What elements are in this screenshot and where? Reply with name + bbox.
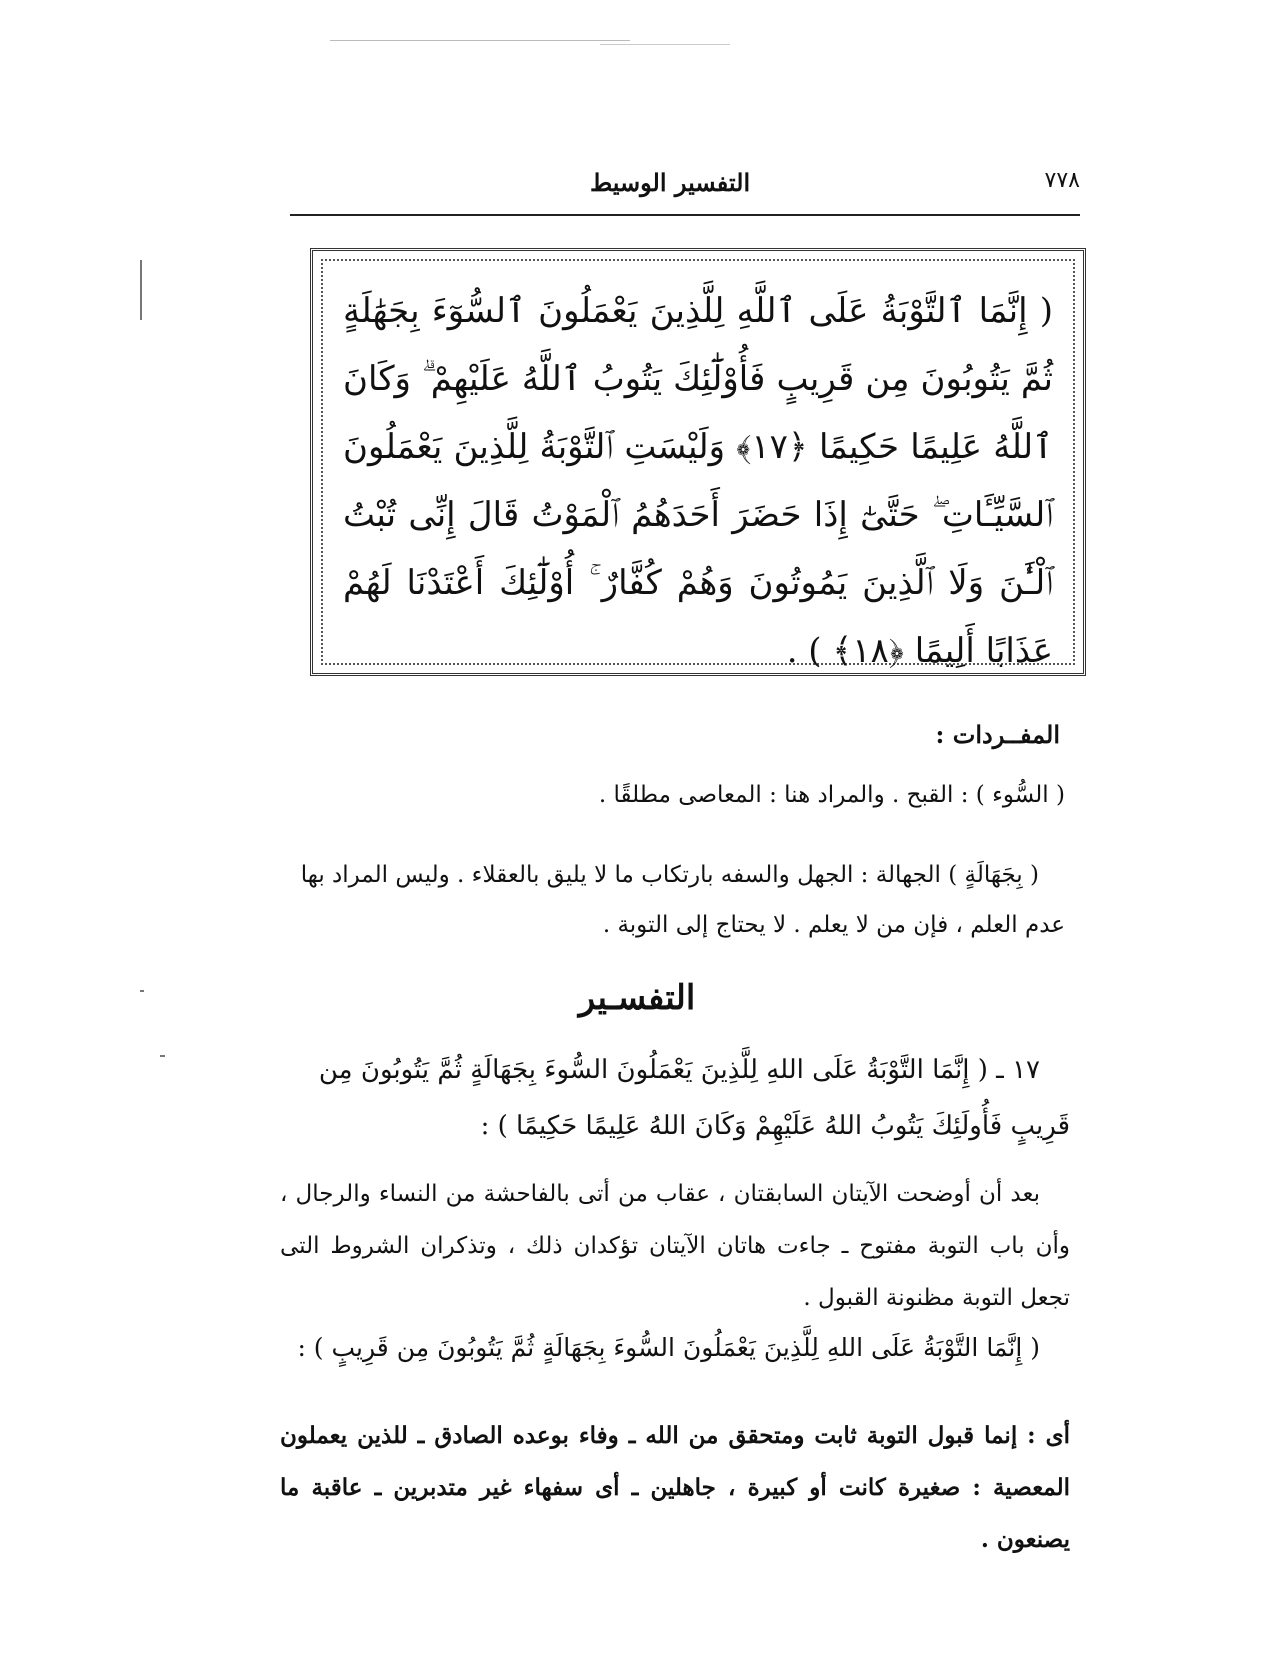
running-title: التفسير الوسيط <box>590 168 751 197</box>
ayah-reference: ١٧ ـ ( إِنَّمَا التَّوْبَةُ عَلَى اللهِ لِلَّذِينَ يَعْمَلُونَ السُّوءَ بِجَهَالَةٍ ثُمَّ يَتُوبُونَ مِن قَرِيبٍ فَأُولَئِكَ يَتُوبُ اللهُ عَلَيْهِمْ وَكَانَ اللهُ عَلِيمًا حَكِيمًا ) : <box>318 1055 1070 1141</box>
ayah-quote: ( إِنَّمَا التَّوْبَةُ عَلَى اللهِ لِلَّذِينَ يَعْمَلُونَ السُّوءَ بِجَهَالَةٍ ثُمَّ يَتُوبُونَ مِن قَرِيبٍ ) : <box>297 1333 1040 1362</box>
vocabulary-entry: ( بِجَهَالَةٍ ) الجهالة : الجهل والسفه بارتكاب ما لا يليق بالعقلاء . وليس المراد بها عدم العلم ، فإن من لا يعلم . لا يحتاج إلى التوبة . <box>300 862 1065 938</box>
scan-mark <box>140 990 144 992</box>
page-header <box>290 168 1080 208</box>
scan-mark <box>140 260 142 320</box>
verse-text: ( إِنَّمَا ٱلتَّوْبَةُ عَلَى ٱللَّهِ لِلَّذِينَ يَعْمَلُونَ ٱلسُّوٓءَ بِجَهَٰلَةٍ ثُمَّ يَتُوبُونَ مِن قَرِيبٍ فَأُوْلَٰٓئِكَ يَتُوبُ ٱللَّهُ عَلَيْهِمْ ۗ وَكَانَ ٱللَّهُ عَلِيمًا حَكِيمًا ﴿١٧﴾ وَلَيْسَتِ ٱلتَّوْبَةُ لِلَّذِينَ يَعْمَلُونَ ٱلسَّيِّـَٔاتِ ۖ حَتَّىٰٓ إِذَا حَضَرَ أَحَدَهُمُ ٱلْمَوْتُ قَالَ إِنِّى تُبْتُ ٱلْـَٰٔنَ وَلَا ٱلَّذِينَ يَمُوتُونَ وَهُمْ كُفَّارٌ ۚ أُوْلَٰٓئِكَ أَعْتَدْنَا لَهُمْ عَذَابًا أَلِيمًا ﴿١٨﴾ ) . <box>343 291 1054 671</box>
vocabulary-label: المفــردات : <box>935 720 1060 749</box>
header-rule <box>290 214 1080 216</box>
commentary-paragraph: أى : إنما قبول التوبة ثابت ومتحقق من الله ـ وفاء بوعده الصادق ـ للذين يعملون المعصية : صغيرة كانت أو كبيرة ، جاهلين ـ أى سفهاء غير متدبرين ـ عاقبة ما يصنعون . <box>280 1422 1070 1553</box>
scan-mark <box>600 44 730 45</box>
vocabulary-entry: ( السُّوء ) : القبح . والمراد هنا : المعاصى مطلقًا . <box>598 782 1065 808</box>
scan-mark <box>160 1055 165 1057</box>
scan-mark <box>330 40 630 41</box>
commentary-paragraph: بعد أن أوضحت الآيتان السابقتان ، عقاب من أتى بالفاحشة من النساء والرجال ، وأن باب التوبة مفتوح ـ جاءت هاتان الآيتان تؤكدان ذلك ، وتذكران الشروط التى تجعل التوبة مظنونة القبول . <box>280 1181 1070 1311</box>
tafsir-heading: التفسـير <box>578 978 696 1018</box>
verse-frame <box>310 248 1086 676</box>
page-number: ٧٧٨ <box>1044 168 1080 193</box>
